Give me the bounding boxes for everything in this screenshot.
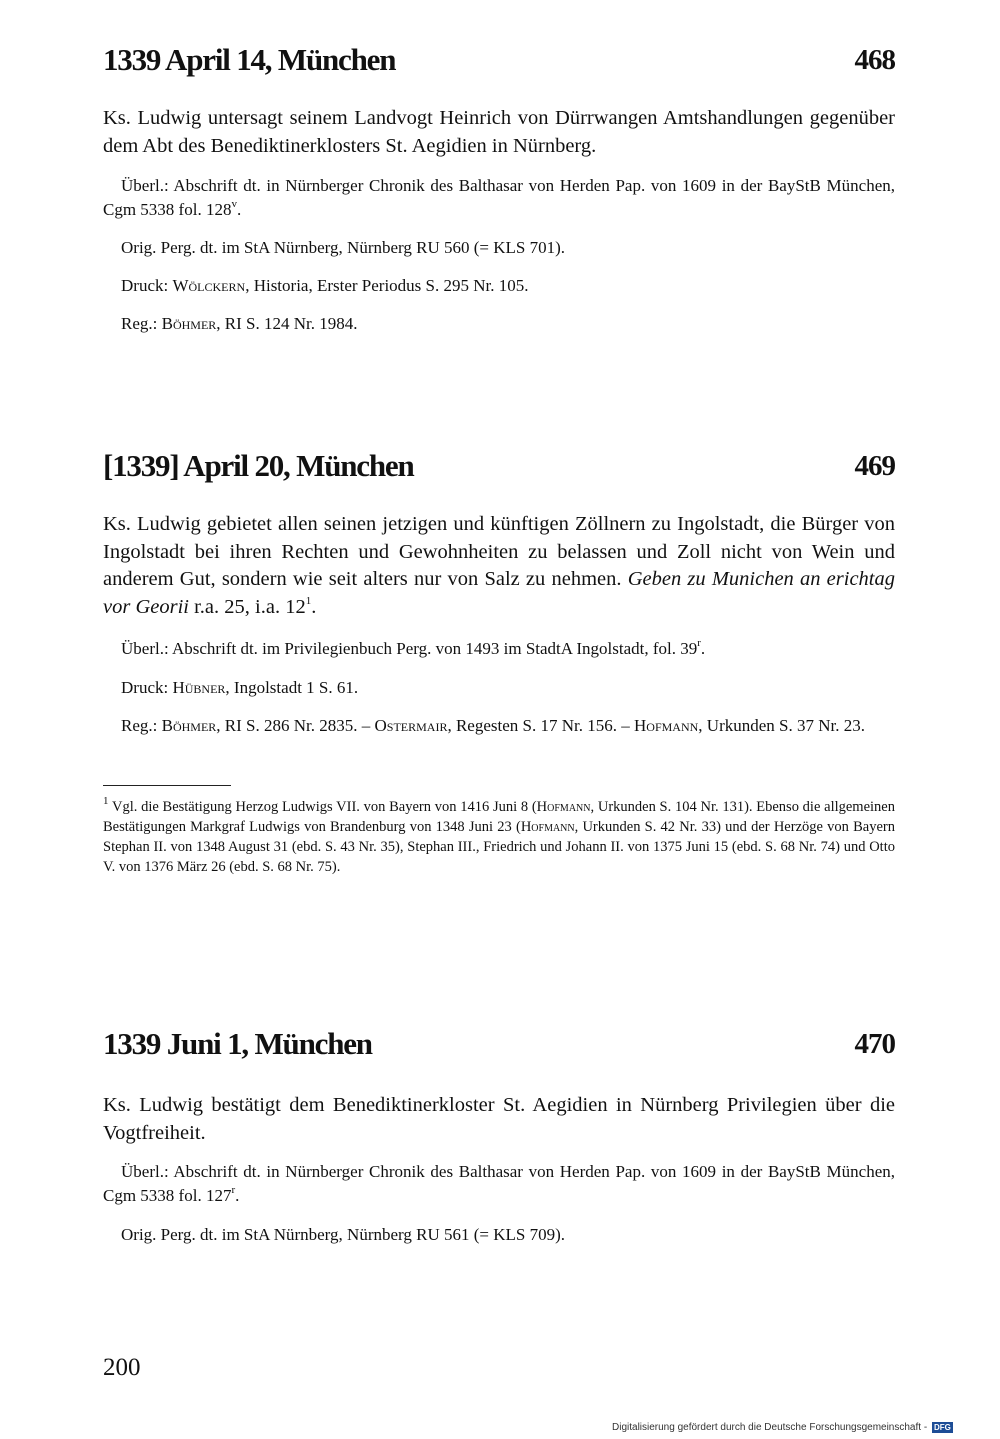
summary-text: Ks. Ludwig untersagt seinem Landvogt Heinrich von Dürrwangen Amtshandlungen gegenüber dem Abt des Benediktinerklosters St. Aegidien in Nürnberg.: [103, 107, 895, 157]
regest-label: Reg.:: [121, 314, 162, 333]
footnote-text: , Urkunden S. 42 Nr. 33) und der Herzöge von Bayern Stephan II. von 1348 August 31 (ebd. S. 43 Nr. 35), Stephan III., Friedrich und Johann II. von 1375 Juni 15 (ebd. S. 68 Nr. 74) und Otto V. von 1376 März 26 (ebd. S. 68 Nr. 75).: [103, 819, 895, 875]
regest-text: , Urkunden S. 37 Nr. 23.: [698, 716, 865, 735]
folio-side: r: [697, 637, 701, 650]
druck-text: , Ingolstadt 1 S. 61.: [225, 678, 359, 697]
ueberlieferung-text: Überl.: Abschrift dt. in Nürnberger Chronik des Balthasar von Herden Pap. von 1609 in der BayStB München, Cgm 5338 fol. 128: [103, 176, 895, 219]
original-note: [103, 236, 895, 260]
footnote-author: Hofmann: [536, 799, 591, 815]
regest-author: Hofmann: [634, 716, 699, 735]
entry-number: 470: [854, 1028, 895, 1060]
ueberlieferung-text: Überl.: Abschrift dt. in Nürnberger Chronik des Balthasar von Herden Pap. von 1609 in der BayStB München, Cgm 5338 fol. 127: [103, 1162, 895, 1205]
original-text: Orig. Perg. dt. im StA Nürnberg, Nürnberg RU 560 (= KLS 701).: [121, 238, 566, 257]
druck-label: Druck:: [121, 678, 173, 697]
entry-heading: [1339] April 20, München: [103, 448, 414, 483]
footnote-text: , Urkunden S. 104 Nr. 131). Ebenso die allgemeinen Bestätigungen Markgraf Ludwigs von Brandenburg von 1348 Juni 23 (: [103, 799, 895, 835]
page-number: 200: [103, 1354, 141, 1381]
entry-summary: [103, 1092, 895, 1147]
ueberlieferung-note: Überl.: Abschrift dt. in Nürnberger Chronik des Balthasar von Herden Pap. von 1609 in der BayStB München, Cgm 5338 fol. 127$^r$.: [103, 1162, 895, 1205]
regest-author: Böhmer: [161, 314, 217, 333]
druck-text: , Historia, Erster Periodus S. 295 Nr. 105.: [245, 276, 529, 295]
regest-text: , RI S. 124 Nr. 1984.: [216, 314, 358, 333]
entry-number: 469: [854, 450, 895, 482]
druck-note: [103, 274, 895, 298]
regest-label: Reg.:: [121, 716, 162, 735]
ueberlieferung-note: Überl.: Abschrift dt. im Privilegienbuch Perg. von 1493 im StadtA Ingolstadt, fol. 39$^r$.: [121, 637, 706, 658]
ueberlieferung-text: Überl.: Abschrift dt. im Privilegienbuch Perg. von 1493 im StadtA Ingolstadt, fol. 39: [121, 639, 698, 658]
regest-text: , RI S. 286 Nr. 2835. –: [216, 716, 375, 735]
folio-side: v: [231, 198, 237, 211]
footnote-ref: 1: [305, 594, 312, 607]
credit-text: Digitalisierung gefördert durch die Deutsche Forschungsgemeinschaft: [612, 1422, 922, 1433]
entry-summary: [103, 105, 895, 160]
dfg-logo: DFG: [933, 1422, 951, 1432]
digitization-credit: Digitalisierung gefördert durch die Deutsche Forschungsgemeinschaft - DFG: [612, 1422, 951, 1433]
druck-author: Wölckern: [172, 276, 246, 295]
regest-author: Ostermair: [374, 716, 448, 735]
footnote-rule: [103, 785, 231, 786]
summary-quote: Geben zu Munichen an erichtag vor Georii: [103, 568, 895, 618]
regest-note: [103, 714, 895, 738]
summary-text: Ks. Ludwig bestätigt dem Benediktinerkloster St. Aegidien in Nürnberg Privilegien über die Vogtfreiheit.: [103, 1094, 895, 1144]
footnote-author: Hofmann: [520, 819, 575, 835]
druck-label: Druck:: [121, 276, 173, 295]
regest-author: Böhmer: [161, 716, 217, 735]
footnote: [103, 797, 895, 877]
regest-note: [103, 312, 895, 336]
druck-author: Hübner: [172, 678, 226, 697]
regest-text: , Regesten S. 17 Nr. 156. –: [447, 716, 634, 735]
ueberlieferung-note: Überl.: Abschrift dt. in Nürnberger Chronik des Balthasar von Herden Pap. von 1609 in der BayStB München, Cgm 5338 fol. 128$^v$.: [103, 176, 895, 219]
summary-end: .: [311, 595, 317, 618]
footnote-text: Vgl. die Bestätigung Herzog Ludwigs VII. von Bayern von 1416 Juni 8 (: [108, 799, 537, 815]
entry-heading: 1339 April 14, München: [103, 42, 396, 77]
summary-dating: r.a. 25, i.a. 12: [188, 595, 306, 618]
footnote-marker: 1: [103, 795, 109, 808]
original-text: Orig. Perg. dt. im StA Nürnberg, Nürnberg RU 561 (= KLS 709).: [121, 1225, 566, 1244]
entry-summary: [103, 511, 895, 621]
druck-note: [103, 676, 895, 700]
original-note: [103, 1223, 895, 1247]
folio-side: r: [231, 1184, 236, 1197]
entry-number: 468: [854, 44, 895, 76]
summary-text: Ks. Ludwig gebietet allen seinen jetzigen und künftigen Zöllnern zu Ingolstadt, die Bürger von Ingolstadt bei ihren Rechten und Gewohnheiten zu belassen und Zoll nicht von Wein und anderem Gut, sondern wie seit alters nur von Salz zu nehmen.: [103, 513, 895, 590]
entry-heading: 1339 Juni 1, München: [103, 1026, 372, 1061]
